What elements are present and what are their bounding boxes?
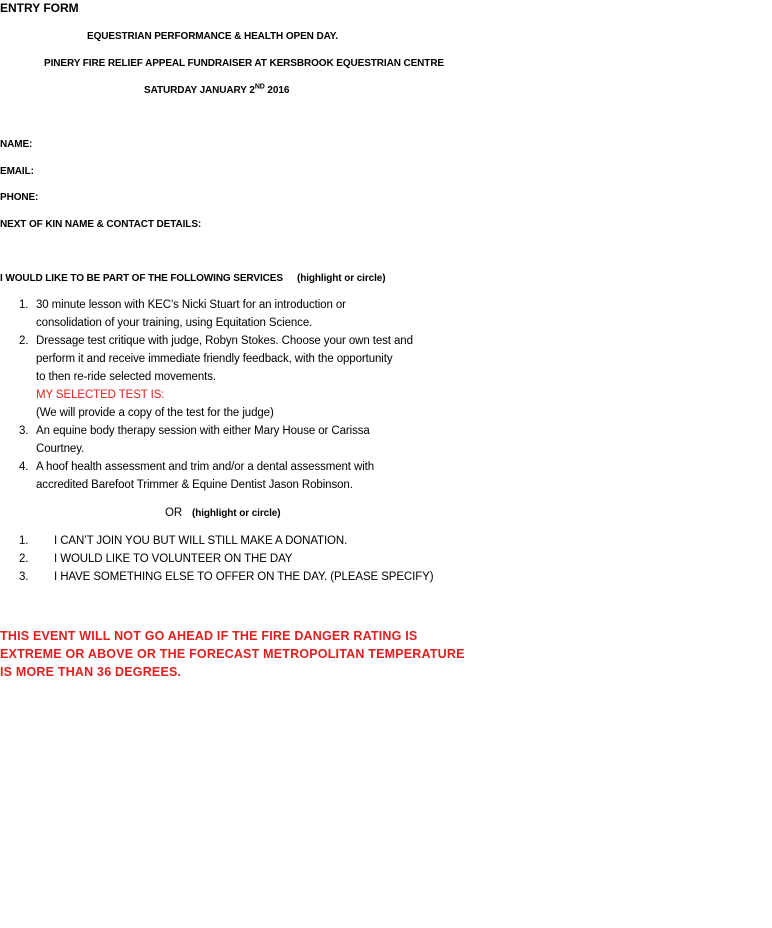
- date-prefix: SATURDAY JANUARY 2: [144, 85, 255, 96]
- date-year: 2016: [264, 85, 290, 96]
- option-3-text: I HAVE SOMETHING ELSE TO OFFER ON THE DAY. (PLEASE SPECIFY): [54, 571, 434, 583]
- service-1-line-2: consolidation of your training, using Equitation Science.: [36, 317, 313, 329]
- option-2-text: I WOULD LIKE TO VOLUNTEER ON THE DAY: [54, 553, 293, 565]
- email-field-label: EMAIL:: [0, 166, 34, 177]
- services-hint: (highlight or circle): [297, 273, 386, 284]
- option-1-text: I CAN’T JOIN YOU BUT WILL STILL MAKE A DONATION.: [54, 535, 348, 547]
- option-1-number: 1.: [19, 535, 29, 547]
- service-4-line-1: A hoof health assessment and trim and/or a dental assessment with: [36, 461, 375, 473]
- service-2-line-1: Dressage test critique with judge, Robyn Stokes. Choose your own test and: [36, 335, 413, 347]
- phone-field-label: PHONE:: [0, 192, 39, 203]
- name-field-label: NAME:: [0, 139, 33, 150]
- service-4-line-2: accredited Barefoot Trimmer & Equine Dentist Jason Robinson.: [36, 479, 353, 491]
- service-1-line-1: 30 minute lesson with KEC’s Nicki Stuart for an introduction or: [36, 299, 346, 311]
- event-date: [144, 85, 289, 96]
- or-hint: (highlight or circle): [192, 508, 281, 519]
- service-2-line-2: perform it and receive immediate friendly feedback, with the opportunity: [36, 353, 393, 365]
- selected-test-label: MY SELECTED TEST IS:: [36, 389, 165, 401]
- option-3-number: 3.: [19, 571, 29, 583]
- service-3-line-2: Courtney.: [36, 443, 85, 455]
- option-2-number: 2.: [19, 553, 29, 565]
- service-3-line-1: An equine body therapy session with either Mary House or Carissa: [36, 425, 370, 437]
- next-of-kin-field-label: NEXT OF KIN NAME & CONTACT DETAILS:: [0, 219, 202, 230]
- service-2-number: 2.: [19, 335, 29, 347]
- service-1-number: 1.: [19, 299, 29, 311]
- event-title: EQUESTRIAN PERFORMANCE & HEALTH OPEN DAY.: [87, 31, 338, 42]
- or-label: OR: [165, 507, 183, 519]
- service-4-number: 4.: [19, 461, 29, 473]
- fundraiser-line: PINERY FIRE RELIEF APPEAL FUNDRAISER AT KERSBROOK EQUESTRIAN CENTRE: [44, 58, 445, 69]
- service-2-line-3: to then re-ride selected movements.: [36, 371, 216, 383]
- form-title: ENTRY FORM: [0, 1, 79, 15]
- selected-test-note: (We will provide a copy of the test for the judge): [36, 407, 274, 419]
- service-3-number: 3.: [19, 425, 29, 437]
- fire-danger-warning: THIS EVENT WILL NOT GO AHEAD IF THE FIRE DANGER RATING IS EXTREME OR ABOVE OR THE FORECAST METROPOLITAN TEMPERATURE IS MORE THAN 36 DEGREES.: [0, 629, 465, 679]
- services-heading: I WOULD LIKE TO BE PART OF THE FOLLOWING SERVICES: [0, 273, 283, 284]
- date-suffix: ND: [254, 83, 265, 91]
